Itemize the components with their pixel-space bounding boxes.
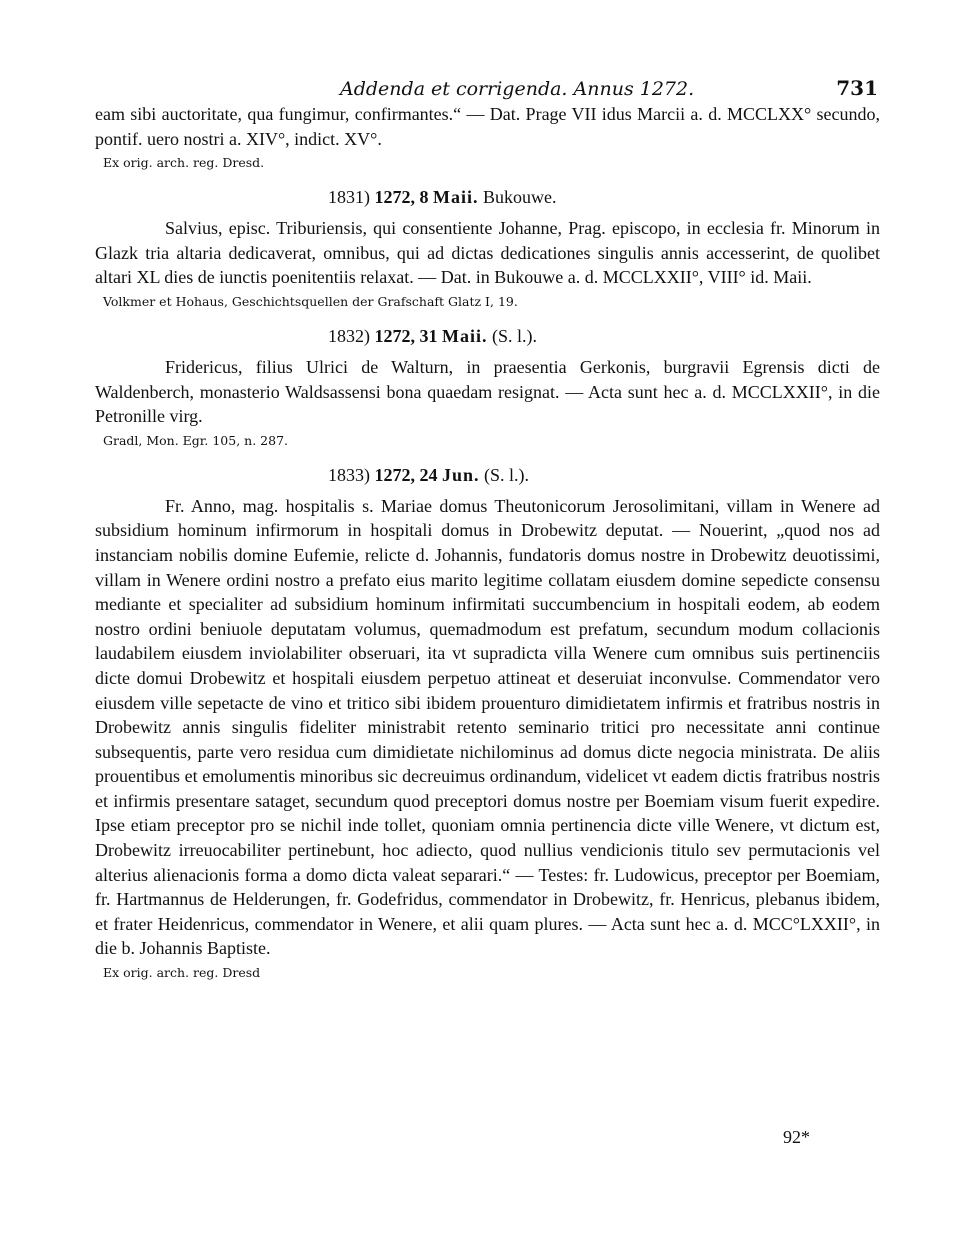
entry-place: Bukouwe.	[483, 187, 557, 208]
entry-1832	[95, 326, 880, 451]
entry-number: 1833)	[328, 464, 370, 485]
signature-mark: 92*	[783, 1127, 810, 1147]
entry-month: Maii.	[433, 187, 479, 208]
entry-1833	[95, 465, 880, 983]
entry-source: Gradl, Mon. Egr. 105, n. 287.	[103, 432, 288, 448]
page	[95, 72, 880, 983]
entry-heading	[95, 465, 880, 486]
preamble-source: Ex orig. arch. reg. Dresd.	[103, 155, 265, 171]
entry-place: (S. l.).	[484, 464, 530, 485]
entry-month: Maii.	[442, 325, 488, 346]
entry-number: 1832)	[328, 325, 370, 346]
entry-heading	[95, 326, 880, 347]
entry-1831	[95, 187, 880, 312]
preamble-text: eam sibi auctoritate, qua fungimur, confirmantes.“ — Dat. Prage VII idus Marcii a. d. MCCLXX° secundo, pontif. uero nostri a. XIV°, indict. XV°.	[95, 104, 880, 149]
entry-date: 1272, 31	[374, 325, 438, 346]
entry-paragraph: Fridericus, filius Ulrici de Walturn, in praesentia Gerkonis, burgravii Egrensis dicti de Waldenberch, monasterio Waldsassensi bona quaedam resignat. — Acta sunt hec a. d. MCCLXXII°, in die Petronille virg.	[95, 356, 880, 427]
running-title: Addenda et corrigenda. Annus 1272.	[340, 78, 695, 100]
entry-source: Volkmer et Hohaus, Geschichtsquellen der Grafschaft Glatz I, 19.	[103, 293, 518, 309]
entry-source: Ex orig. arch. reg. Dresd	[103, 965, 261, 981]
entry-paragraph: Salvius, episc. Triburiensis, qui consentiente Johanne, Prag. episcopo, in ecclesia fr. Minorum in Glazk tria altaria dedicaverat, omnibus, qui ad dictas dedicationes singulis annis accesserint, de quolibet altari XL dies de iunctis poenitentiis relaxat. — Dat. in Bukouwe a. d. MCCLXXII°, VIII° id. Maii.	[95, 218, 880, 288]
page-header	[95, 72, 880, 102]
entry-heading	[95, 187, 880, 208]
entry-month: Jun.	[442, 464, 480, 485]
entry-paragraph: Fr. Anno, mag. hospitalis s. Mariae domus Theutonicorum Jerosolimitani, villam in Wenere ad subsidium hominum infirmorum in hospitali domus in Drobewitz deputat. — Nouerint, „quod nos ad instanciam nobilis domine Eufemie, relicte d. Johannis, fundatoris domus nostre in Drobewitz deuotissimi, villam in Wenere ordini nostro a prefato eius marito legitime collatam eiusdem domine sepedicte consensu mediante et specialiter ad subsidium hominum infirmitati succumbencium in hospitali eodem, ab eodem nostro ordini beniuole deputatam volumus, quemadmodum est prefatum, secundum modum collacionis laudabilem eiusdem inviolabiliter obseruari, ita vt supradicta villa Wenere cum omnibus suis pertinenciis dicte domui Drobewitz et hospitali eiusdem perpetuo attineat et deseruiat inconvulse. Commendator vero eiusdem ville sepetacte de vino et tritico sibi ibidem prouenturo dimidietatem infirmis et fratribus nostris in Drobewitz annis singulis fideliter ministrabit retento seminario tritici pro necessitate anni continue subsequentis, parte vero residua cum dimidietate nichilominus ad domus dicte negocia ministrata. De aliis prouentibus et emolumentis minoribus sic decreuimus ordinandum, videlicet vt eadem dictis fratribus nostris et infirmis presentare sataget, secundum quod preceptori domus nostre per Boemiam visum fuerit expedire. Ipse etiam preceptor pro se nichil inde tollet, quoniam omnia pertinencia dicte ville Wenere, vt dictum est, Drobewitz irreuocabiliter pertinebunt, hoc adiecto, quod nullius vendicionis titulo sev permutacionis vel alterius alienacionis forma a domo dicta valeat separari.“ — Testes: fr. Ludowicus, preceptor per Boemiam, fr. Hartmannus de Helderungen, fr. Godefridus, commendator in Drobewitz, fr. Henricus, plebanus ibidem, et frater Heidenricus, commendator in Wenere, et alii quam plures. — Acta sunt hec a. d. MCC°LXXII°, in die b. Johannis Baptiste.	[95, 495, 880, 959]
entry-date: 1272, 24	[374, 464, 438, 485]
entry-date: 1272, 8	[374, 187, 429, 208]
page-number: 731	[836, 76, 878, 100]
entry-number: 1831)	[328, 187, 370, 208]
entry-place: (S. l.).	[492, 325, 537, 346]
